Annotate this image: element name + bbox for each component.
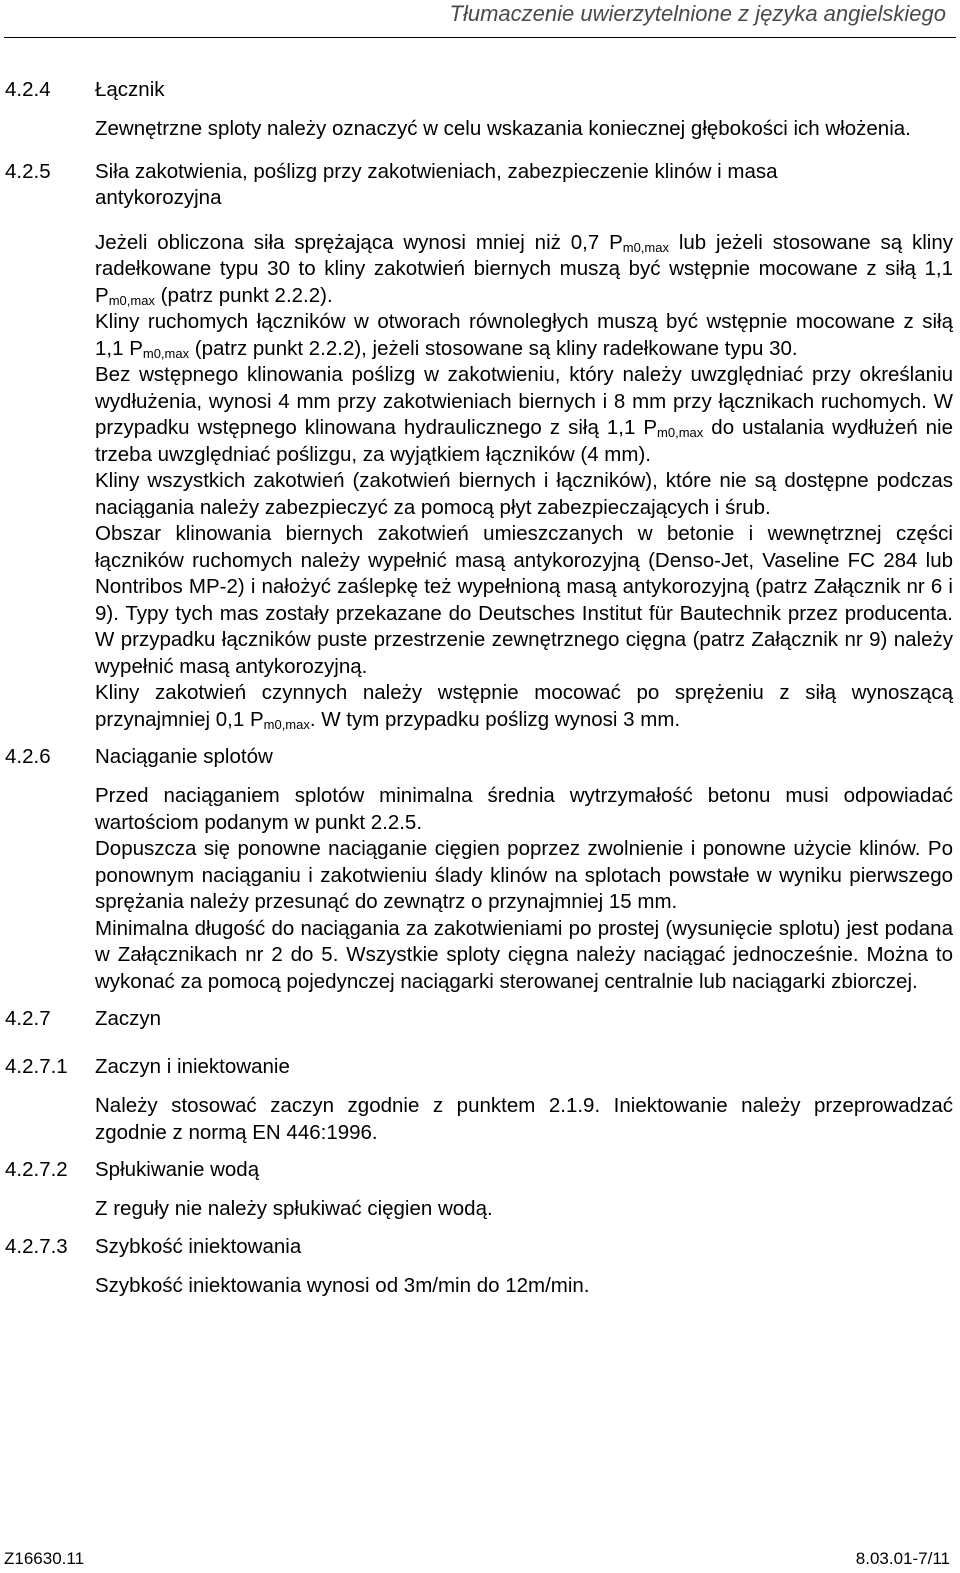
header-divider: [4, 37, 956, 38]
paragraph: Minimalna długość do naciągania za zakotwieniami po prostej (wysunięcie splotu) jest podana w Załącznikach nr 2 do 5. Wszystkie sploty cięgna należy naciągać jednocześnie. Można to wykonać za pomocą pojedynczej naciągarki sterowanej centralnie lub naciągarki zbiorczej.: [95, 916, 953, 993]
text-run: (patrz punkt 2.2.2), jeżeli stosowane są kliny radełkowane typu 30.: [189, 336, 798, 360]
section-body-4-2-5: [95, 230, 953, 734]
section-number: 4.2.5: [5, 159, 51, 183]
subscript: m0,max: [263, 716, 310, 732]
section-body-4-2-7-3: [95, 1273, 953, 1300]
section-number: 4.2.7.3: [5, 1234, 68, 1258]
section-title: Spłukiwanie wodą: [95, 1158, 260, 1181]
section-body-4-2-7-1: [95, 1093, 953, 1146]
section-number: 4.2.4: [5, 78, 51, 101]
paragraph: [95, 680, 953, 733]
paragraph: Szybkość iniektowania wynosi od 3m/min do 12m/min.: [95, 1273, 590, 1297]
section-heading-4-2-7-1: [5, 1054, 960, 1082]
section-body-4-2-4: [95, 116, 953, 143]
footer-document-id: Z16630.11: [4, 1549, 85, 1568]
section-number: 4.2.7: [5, 1007, 51, 1030]
text-run: lub jeżeli stosowane są kliny radełkowane typu 30 to kliny zakotwień biernych muszą być wstępnie mocowane z siłą 1,1 P: [95, 230, 953, 307]
subscript: m0,max: [142, 345, 190, 361]
text-run: Kliny zakotwień czynnych należy wstępnie mocować po sprężeniu z siłą wynoszącą przynajmniej 0,1 P: [95, 681, 953, 731]
section-heading-4-2-4: [5, 77, 960, 105]
text-run: Kliny ruchomych łączników w otworach równoległych muszą być wstępnie mocowane z siłą 1,1 P: [95, 310, 953, 360]
paragraph: [95, 362, 953, 468]
section-number: 4.2.7.2: [5, 1158, 68, 1181]
section-heading-4-2-7-3: [5, 1234, 960, 1262]
text-run: . W tym przypadku poślizg wynosi 3 mm.: [309, 707, 681, 731]
footer-page-number: 8.03.01-7/11: [855, 1549, 950, 1568]
paragraph: Obszar klinowania biernych zakotwień umieszczanych w betonie i wewnętrznej części łączników ruchomych należy wypełnić masą antykorozyjną (Denso-Jet, Vaseline FC 284 lub Nontribos MP-2) i nałożyć zaślepkę też wypełnioną masą antykorozyjną (patrz Załącznik nr 6 i 9). Typy tych mas zostały przekazane do Deutsches Institut für Bautechnik przez producenta. W przypadku łączników puste przestrzenie zewnętrznego cięgna (patrz Załącznik nr 9) należy wypełnić masą antykorozyjną.: [95, 522, 953, 678]
section-heading-4-2-7: [5, 1006, 960, 1034]
section-number: 4.2.6: [5, 745, 51, 768]
section-title: Szybkość iniektowania: [95, 1234, 302, 1258]
paragraph: [95, 309, 953, 362]
section-heading-4-2-5: [5, 159, 960, 214]
paragraph: [95, 230, 953, 310]
section-heading-4-2-7-2: [5, 1157, 960, 1185]
section-number: 4.2.7.1: [5, 1055, 68, 1078]
paragraph: Należy stosować zaczyn zgodnie z punktem 2.1.9. Iniektowanie należy przeprowadzać zgodnie z normą EN 446:1996.: [95, 1094, 953, 1144]
subscript: m0,max: [622, 239, 669, 255]
text-run: Jeżeli obliczona siła sprężająca wynosi mniej niż 0,7 P: [95, 230, 623, 254]
document-body: [0, 77, 960, 1299]
subscript: m0,max: [657, 425, 704, 440]
header-title: Tłumaczenie uwierzytelnione z języka angielskiego: [449, 1, 946, 26]
section-body-4-2-7-2: [95, 1196, 953, 1223]
paragraph: Przed naciąganiem splotów minimalna średnia wytrzymałość betonu musi odpowiadać wartościom podanym w punkt 2.2.5.: [95, 784, 953, 834]
paragraph: Z reguły nie należy spłukiwać cięgien wodą.: [95, 1197, 493, 1220]
text-run: (patrz punkt 2.2.2).: [154, 283, 333, 307]
paragraph: Kliny wszystkich zakotwień (zakotwień biernych i łączników), które nie są dostępne podczas naciągania należy zabezpieczyć za pomocą płyt zabezpieczających i śrub.: [95, 469, 953, 519]
section-title: Zaczyn: [95, 1007, 162, 1030]
section-heading-4-2-6: [5, 744, 960, 772]
section-body-4-2-6: [95, 783, 953, 995]
section-title: Łącznik: [95, 78, 165, 101]
section-title: Siła zakotwienia, poślizg przy zakotwieniach, zabezpieczenie klinów i masa antykorozyjna: [95, 159, 778, 209]
paragraph: Dopuszcza się ponowne naciąganie cięgien poprzez zwolnienie i ponowne użycie klinów. Po ponownym naciąganiu i zakotwieniu ślady klinów na splotach powstałe w wyniku pierwszego sprężania należy przesunąć do zewnątrz o przynajmniej 15 mm.: [95, 837, 953, 913]
subscript: m0,max: [108, 292, 155, 308]
section-title: Zaczyn i iniektowanie: [95, 1055, 290, 1078]
text-run: Bez wstępnego klinowania poślizg w zakotwieniu, który należy uwzględniać przy określaniu wydłużenia, wynosi 4 mm przy zakotwieniach biernych i 8 mm przy łącznikach ruchomych. W przypadku wstępnego klinowana hydraulicznego z siłą 1,1 P: [95, 363, 953, 439]
section-title: Naciąganie splotów: [95, 745, 273, 768]
text-run: do ustalania wydłużeń nie trzeba uwzględniać poślizgu, za wyjątkiem łączników (4 mm).: [95, 416, 953, 466]
paragraph: Zewnętrzne sploty należy oznaczyć w celu wskazania koniecznej głębokości ich włożenia.: [95, 117, 911, 140]
